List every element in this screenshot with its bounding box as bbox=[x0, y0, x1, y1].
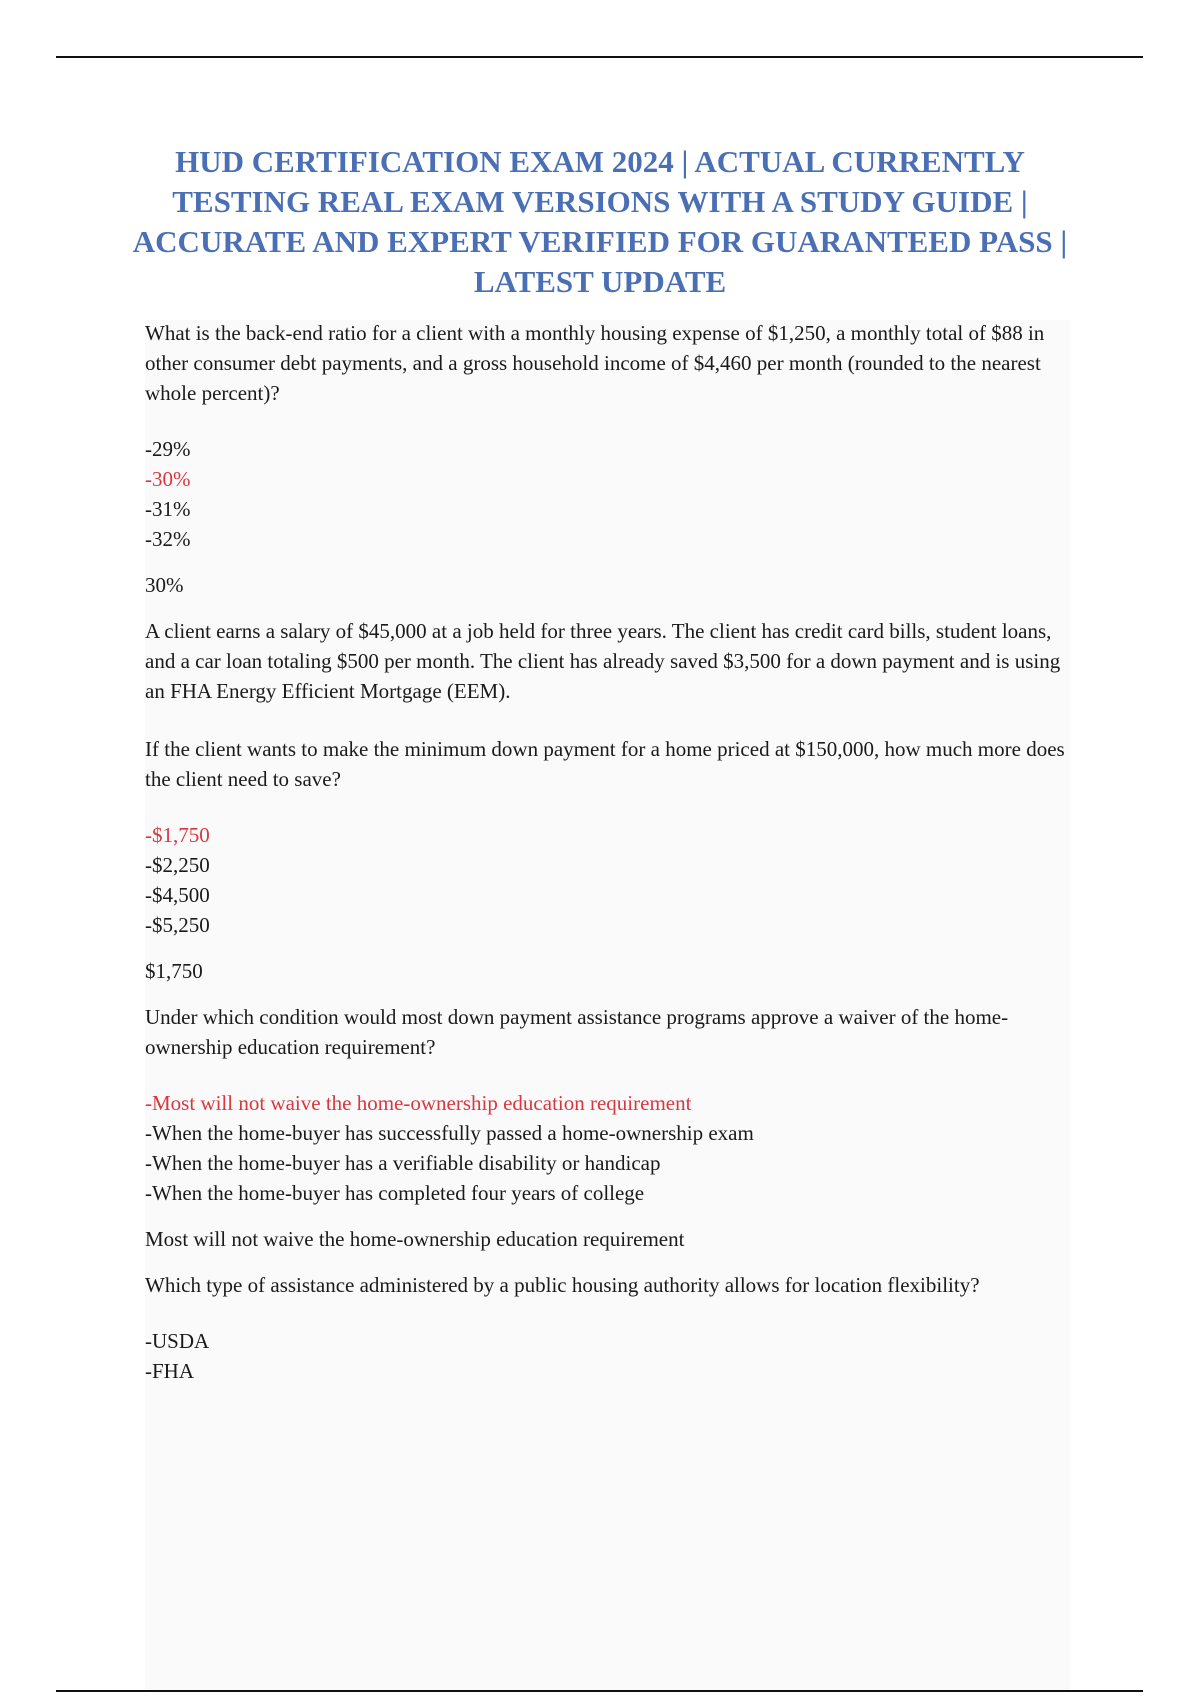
question-text: Which type of assistance administered by a public housing authority allows for location flexibility? bbox=[145, 1273, 980, 1297]
bottom-rule bbox=[56, 1690, 1143, 1692]
question-text: A client earns a salary of $45,000 at a job held for three years. The client has credit card bills, student loans, and a car loan totaling $500 per month. The client has already saved $3,500 for a down payment and is using an FHA Energy Efficient Mortgage (EEM). bbox=[145, 619, 1061, 703]
top-rule bbox=[56, 56, 1143, 58]
option-item: -USDA bbox=[145, 1329, 210, 1353]
question-text: What is the back-end ratio for a client with a monthly housing expense of $1,250, a monthly total of $88 in other consumer debt payments, and a gross household income of $4,460 per month (rounded to the nearest whole percent)? bbox=[145, 321, 1045, 405]
document-body bbox=[145, 318, 1085, 1402]
option-item: -$2,250 bbox=[145, 853, 210, 877]
option-item: -FHA bbox=[145, 1359, 195, 1383]
question-block-4 bbox=[145, 1270, 1085, 1386]
option-item: -$4,500 bbox=[145, 883, 210, 907]
answer-text: 30% bbox=[145, 573, 184, 597]
option-list bbox=[145, 820, 1085, 940]
answer-text: Most will not waive the home-ownership education requirement bbox=[145, 1227, 685, 1251]
option-item: -When the home-buyer has successfully passed a home-ownership exam bbox=[145, 1121, 754, 1145]
option-item: -31% bbox=[145, 497, 191, 521]
question-text: Under which condition would most down payment assistance programs approve a waiver of the home-ownership education requirement? bbox=[145, 1005, 1009, 1059]
option-list bbox=[145, 1326, 1085, 1386]
answer-text: $1,750 bbox=[145, 959, 203, 983]
option-item-correct: -30% bbox=[145, 467, 191, 491]
option-item: -29% bbox=[145, 437, 191, 461]
question-block-1 bbox=[145, 318, 1085, 600]
option-item: -$5,250 bbox=[145, 913, 210, 937]
option-item-correct: -$1,750 bbox=[145, 823, 210, 847]
option-list bbox=[145, 434, 1085, 554]
option-item: -When the home-buyer has completed four years of college bbox=[145, 1181, 645, 1205]
question-text-followup: If the client wants to make the minimum down payment for a home priced at $150,000, how much more does the client need to save? bbox=[145, 737, 1065, 791]
option-item: -When the home-buyer has a verifiable disability or handicap bbox=[145, 1151, 661, 1175]
question-block-3 bbox=[145, 1002, 1085, 1254]
document-title: HUD CERTIFICATION EXAM 2024 | ACTUAL CURRENTLY TESTING REAL EXAM VERSIONS WITH A STUDY GUIDE | ACCURATE AND EXPERT VERIFIED FOR GUARANTEED PASS | LATEST UPDATE bbox=[132, 144, 1068, 299]
question-block-2 bbox=[145, 616, 1085, 986]
option-item-correct: -Most will not waive the home-ownership education requirement bbox=[145, 1091, 692, 1115]
option-list bbox=[145, 1088, 1085, 1208]
option-item: -32% bbox=[145, 527, 191, 551]
